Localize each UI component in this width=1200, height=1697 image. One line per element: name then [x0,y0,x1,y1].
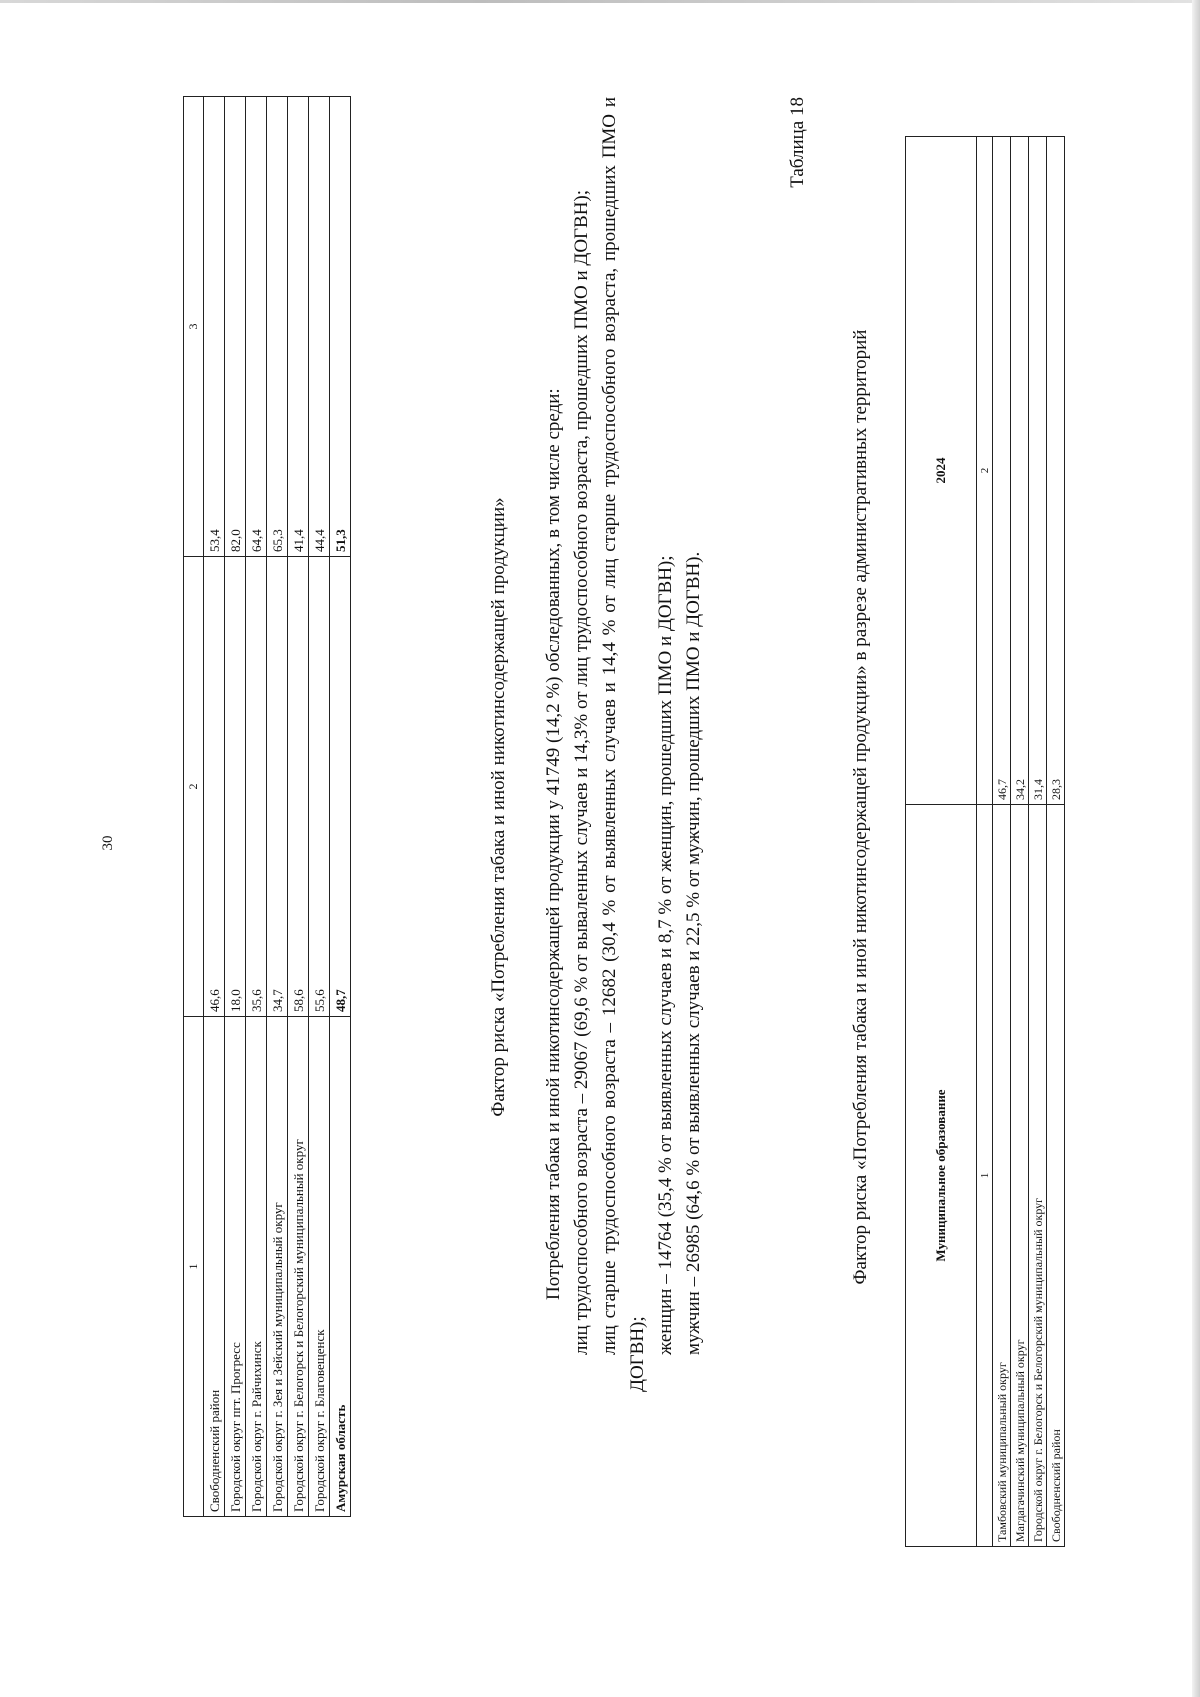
total-value: 51,3 [330,97,351,557]
row-value: 34,7 [267,557,288,1017]
table-total-row [330,97,351,1517]
row-name: Городской округ г. Белогорск и Белогорский муниципальный округ [288,1017,309,1517]
row-value: 46,6 [204,557,225,1017]
table-row [1029,137,1047,1547]
row-name: Городской округ г. Райчихинск [246,1017,267,1517]
page-number: 30 [100,835,116,851]
row-value: 46,7 [993,137,1011,805]
row-value: 34,2 [1011,137,1029,805]
table-row [1047,137,1065,1547]
row-value: 44,4 [309,97,330,557]
table-row [993,137,1011,1547]
paragraph: мужчин – 26985 (64,6 % от выявленных случаев и 22,5 % от мужчин, прошедших ПМО и ДОГВН). [683,551,704,1355]
row-value: 18,0 [225,557,246,1017]
row-name: Городской округ г. Зея и Зейский муниципальный округ [267,1017,288,1517]
column-number-row [977,137,993,1547]
row-name: Свободненский район [1047,805,1065,1547]
header-cell: 3 [184,97,204,557]
table-header-row [184,97,204,1517]
table-row [267,97,288,1517]
table-row [1011,137,1029,1547]
table-header-row [906,137,977,1547]
table-row [204,97,225,1517]
row-name: Магдагачинский муниципальный округ [1011,805,1029,1547]
row-name: Городской округ г. Благовещенск [309,1017,330,1517]
header-cell: 2 [184,557,204,1017]
table-row [288,97,309,1517]
row-value: 35,6 [246,557,267,1017]
table-continuation [183,96,351,1517]
row-value: 64,4 [246,97,267,557]
row-name: Тамбовский муниципальный округ [993,805,1011,1547]
paragraph: Потребления табака и иной никотинсодержащей продукции у 41749 (14,2 %) обследованных, в том числе среди: [543,388,564,1300]
header-cell: Муниципальное образование [906,805,977,1547]
row-value: 58,6 [288,557,309,1017]
section-title: Фактор риска «Потребления табака и иной никотинсодержащей продукции» [488,497,509,1117]
paragraph: лиц старше трудоспособного возраста – 12682 (30,4 % от выявленных случаев и 14,4 % от лиц старше трудоспособного возраста, прошедших ПМО и ДОГВН); [599,97,648,1392]
row-value: 82,0 [225,97,246,557]
row-name: Городской округ пгт. Прогресс [225,1017,246,1517]
row-value: 65,3 [267,97,288,557]
body-text [540,97,708,1392]
row-name: Свободненский район [204,1017,225,1517]
row-value: 41,4 [288,97,309,557]
row-value: 28,3 [1047,137,1065,805]
table-18 [905,136,1065,1547]
total-value: 48,7 [330,557,351,1017]
total-name: Амурская область [330,1017,351,1517]
table-row [225,97,246,1517]
column-number: 1 [977,805,993,1547]
row-name: Городской округ г. Белогорск и Белогорский муниципальный округ [1029,805,1047,1547]
header-cell: 2024 [906,137,977,805]
table-title: Фактор риска «Потребления табака и иной никотинсодержащей продукции» в разрезе административных территорий [850,329,871,1285]
header-cell: 1 [184,1017,204,1517]
row-value: 31,4 [1029,137,1047,805]
paragraph: женщин – 14764 (35,4 % от выявленных случаев и 8,7 % от женщин, прошедших ПМО и ДОГВН); [655,555,676,1355]
table-row [246,97,267,1517]
table-caption: Таблица 18 [787,97,808,188]
paragraph: лиц трудоспособного возраста – 29067 (69,6 % от вываленных случаев и 14,3% от лиц трудоспособного возраста, прошедших ПМО и ДОГВН); [571,189,592,1355]
row-value: 55,6 [309,557,330,1017]
row-value: 53,4 [204,97,225,557]
column-number: 2 [977,137,993,805]
table-row [309,97,330,1517]
